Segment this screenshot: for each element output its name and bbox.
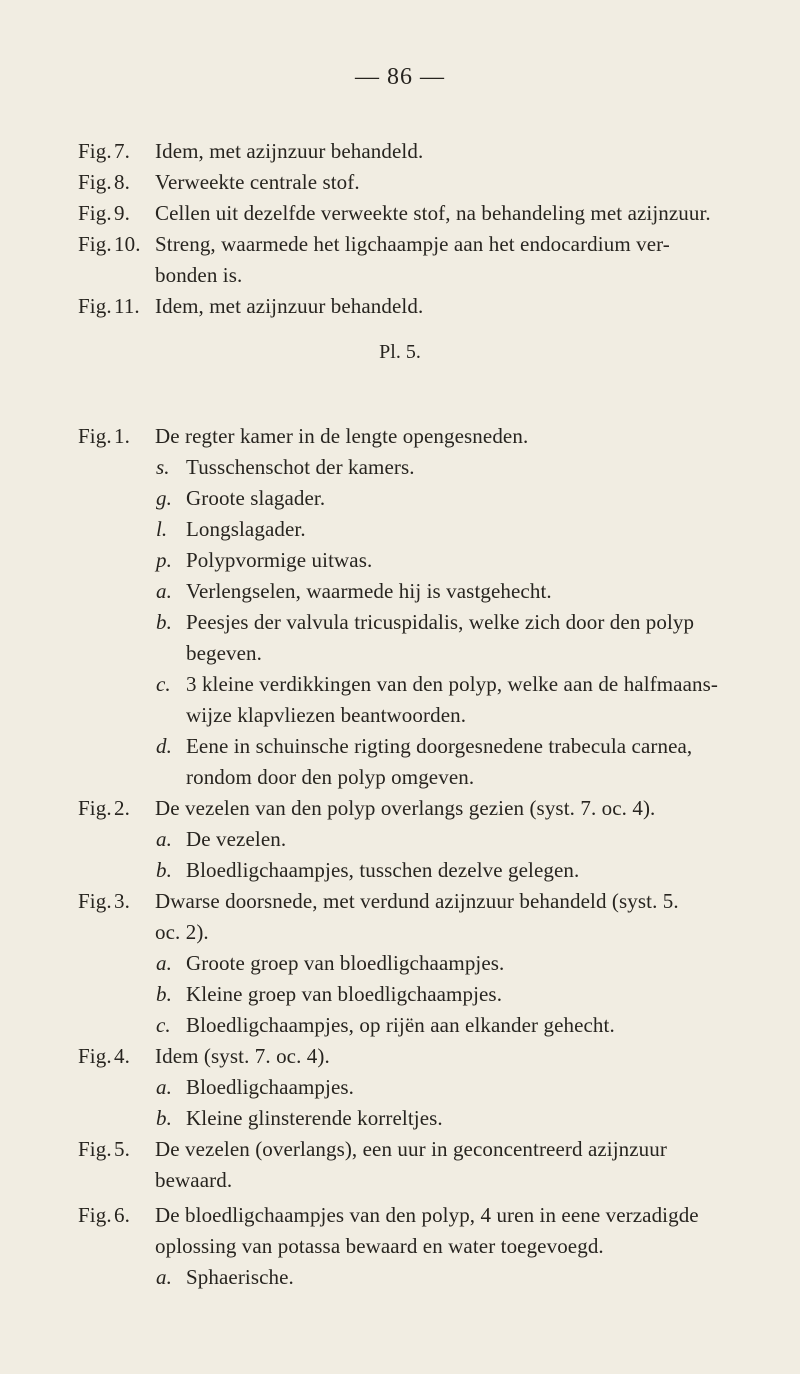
fig-label: Fig. [78, 1203, 112, 1227]
fig-caption-continuation: oplossing van potassa bewaard en water toegevoegd. [155, 1234, 604, 1258]
item-text: Tusschenschot der kamers. [186, 455, 415, 479]
item-label: d. [156, 734, 172, 758]
fig-number: 11. [114, 294, 140, 318]
item-label: b. [156, 982, 172, 1006]
item-text: Polypvormige uitwas. [186, 548, 373, 572]
fig-caption-continuation: bonden is. [155, 263, 243, 287]
fig-label: Fig. [78, 294, 112, 318]
fig-caption: Cellen uit dezelfde verweekte stof, na behandeling met azijnzuur. [155, 201, 711, 225]
fig-caption: De vezelen (overlangs), een uur in geconcentreerd azijnzuur [155, 1137, 667, 1161]
fig-number: 10. [114, 232, 141, 256]
item-text: Bloedligchaampjes. [186, 1075, 355, 1099]
page-number: — 86 — [355, 64, 445, 90]
item-label: a. [156, 951, 172, 975]
fig-number: 5. [114, 1137, 130, 1161]
fig-caption: Dwarse doorsnede, met verdund azijnzuur behandeld (syst. 5. [155, 889, 679, 913]
fig-number: 7. [114, 139, 130, 163]
fig-label: Fig. [78, 424, 112, 448]
item-text: Bloedligchaampjes, op rijën aan elkander gehecht. [186, 1013, 615, 1037]
fig-caption: Idem, met azijnzuur behandeld. [155, 294, 424, 318]
item-label: a. [156, 579, 172, 603]
item-text-continuation: rondom door den polyp omgeven. [186, 765, 475, 789]
fig-caption: De vezelen van den polyp overlangs gezien (syst. 7. oc. 4). [155, 796, 656, 820]
item-label: g. [156, 486, 172, 510]
item-text: Groote slagader. [186, 486, 326, 510]
item-label: b. [156, 1106, 172, 1130]
fig-label: Fig. [78, 889, 112, 913]
fig-number: 9. [114, 201, 130, 225]
fig-caption: Streng, waarmede het ligchaampje aan het endocardium ver- [155, 232, 670, 256]
item-text: Peesjes der valvula tricuspidalis, welke zich door den polyp [186, 610, 695, 634]
item-label: s. [156, 455, 170, 479]
item-label: c. [156, 1013, 171, 1037]
item-label: p. [156, 548, 172, 572]
item-label: a. [156, 827, 172, 851]
fig-caption: Idem (syst. 7. oc. 4). [155, 1044, 330, 1068]
fig-number: 2. [114, 796, 130, 820]
fig-label: Fig. [78, 796, 112, 820]
item-label: b. [156, 610, 172, 634]
fig-label: Fig. [78, 1044, 112, 1068]
fig-caption: De bloedligchaampjes van den polyp, 4 uren in eene verzadigde [155, 1203, 699, 1227]
fig-label: Fig. [78, 201, 112, 225]
item-text: Sphaerische. [186, 1265, 294, 1289]
plate-heading: Pl. 5. [379, 341, 421, 363]
fig-caption: De regter kamer in de lengte opengesneden. [155, 424, 529, 448]
item-text: Longslagader. [186, 517, 306, 541]
item-text: De vezelen. [186, 827, 287, 851]
fig-label: Fig. [78, 1137, 112, 1161]
item-text-continuation: begeven. [186, 641, 263, 665]
item-text: Bloedligchaampjes, tusschen dezelve gelegen. [186, 858, 580, 882]
fig-number: 1. [114, 424, 130, 448]
item-text: Groote groep van bloedligchaampjes. [186, 951, 505, 975]
fig-label: Fig. [78, 170, 112, 194]
fig-label: Fig. [78, 139, 112, 163]
fig-caption: Verweekte centrale stof. [155, 170, 360, 194]
fig-number: 3. [114, 889, 130, 913]
item-text: Kleine glinsterende korreltjes. [186, 1106, 443, 1130]
fig-caption-continuation: oc. 2). [155, 920, 209, 944]
item-label: a. [156, 1265, 172, 1289]
item-label: a. [156, 1075, 172, 1099]
fig-label: Fig. [78, 232, 112, 256]
item-text: Eene in schuinsche rigting doorgesnedene trabecula carnea, [186, 734, 693, 758]
fig-number: 4. [114, 1044, 130, 1068]
item-text: 3 kleine verdikkingen van den polyp, welke aan de halfmaans- [186, 672, 718, 696]
item-label: l. [156, 517, 168, 541]
item-label: c. [156, 672, 171, 696]
fig-number: 8. [114, 170, 130, 194]
item-label: b. [156, 858, 172, 882]
item-text: Verlengselen, waarmede hij is vastgehecht. [186, 579, 552, 603]
fig-number: 6. [114, 1203, 130, 1227]
item-text: Kleine groep van bloedligchaampjes. [186, 982, 503, 1006]
item-text-continuation: wijze klapvliezen beantwoorden. [186, 703, 467, 727]
fig-caption-continuation: bewaard. [155, 1168, 233, 1192]
fig-caption: Idem, met azijnzuur behandeld. [155, 139, 424, 163]
